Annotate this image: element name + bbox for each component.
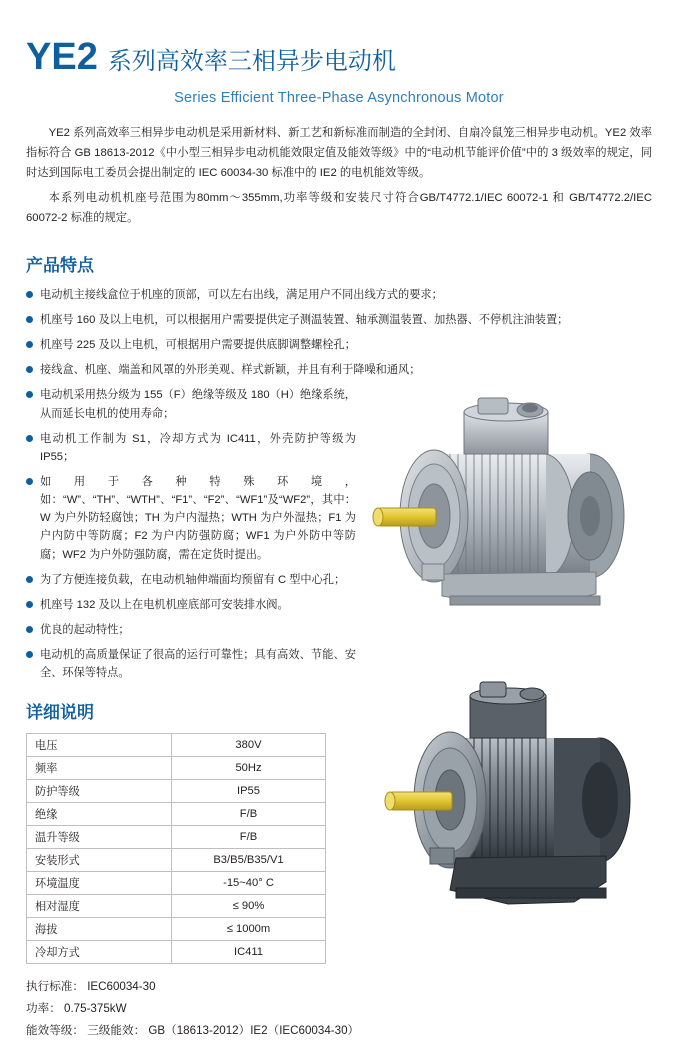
table-row bbox=[27, 895, 326, 918]
bullet-icon bbox=[26, 651, 33, 658]
table-row bbox=[27, 734, 326, 757]
list-item bbox=[26, 286, 666, 304]
list-item-label: 机座号 160 及以上电机，可以根据用户需要提供定子测温装置、轴承测温装置、加热器、不停机注油装置； bbox=[40, 313, 569, 326]
page-subtitle-en: Series Efficient Three-Phase Asynchronous Motor bbox=[174, 90, 504, 106]
bullet-icon bbox=[26, 478, 33, 485]
table-row bbox=[27, 849, 326, 872]
bullet-icon bbox=[26, 341, 33, 348]
list-item-label: 接线盒、机座、端盖和风罩的外形美观、样式新颖，并且有利于降噪和通风； bbox=[40, 364, 421, 377]
intro-section bbox=[26, 124, 652, 229]
specifications-table bbox=[26, 733, 326, 964]
table-row bbox=[27, 941, 326, 964]
page-subtitle-cn: 系列高效率三相异步电动机 bbox=[107, 48, 396, 75]
spec-value: ≤ 1000m bbox=[172, 918, 326, 941]
list-item bbox=[26, 311, 666, 329]
table-row bbox=[27, 918, 326, 941]
bullet-icon bbox=[26, 316, 33, 323]
list-item bbox=[26, 386, 356, 422]
bullet-icon bbox=[26, 291, 33, 298]
list-item bbox=[26, 646, 356, 682]
list-item bbox=[26, 571, 356, 589]
title-line bbox=[26, 38, 652, 76]
note-standard: 执行标准： IEC60034-30 bbox=[26, 980, 156, 994]
table-row bbox=[27, 872, 326, 895]
document-header bbox=[26, 0, 652, 106]
spec-value: F/B bbox=[172, 826, 326, 849]
list-item-label: 电动机的高质量保证了很高的运行可靠性；具有高效、节能、安全、环保等特点。 bbox=[40, 649, 356, 680]
list-item-label: 机座号 132 及以上在电机机座底部可安装排水阀。 bbox=[40, 598, 289, 611]
spec-key: 海拔 bbox=[27, 918, 172, 941]
bullet-icon bbox=[26, 391, 33, 398]
spec-value: 380V bbox=[172, 734, 326, 757]
spec-key: 相对湿度 bbox=[27, 895, 172, 918]
page-title: YE2 bbox=[26, 36, 98, 78]
spec-key: 冷却方式 bbox=[27, 941, 172, 964]
details-title: 详细说明 bbox=[26, 703, 94, 723]
bullet-icon bbox=[26, 576, 33, 583]
note-efficiency: 能效等级： 三级能效： GB（18613-2012）IE2（IEC60034-30） bbox=[26, 1024, 360, 1038]
spec-value: -15~40° C bbox=[172, 872, 326, 895]
motor-illustration-bottom bbox=[338, 660, 658, 935]
features-list bbox=[26, 286, 569, 683]
list-item-label: 如用于各种特殊环境，如：“W”、“TH”、“WTH”、“F1”、“F2”、“WF1”及“WF2”，其中：W 为户外防轻腐蚀；TH 为户内湿热；WTH 为户外湿热；F1 为户内防中等防腐；F2 为户内防强防腐；WF1 为户外防中等防腐；WF2 为户外防强防腐，需在定货时提出。 bbox=[40, 475, 356, 561]
motor-image-bottom bbox=[338, 660, 658, 935]
features-title: 产品特点 bbox=[26, 255, 94, 275]
spec-value: ≤ 90% bbox=[172, 895, 326, 918]
spec-value: 50Hz bbox=[172, 757, 326, 780]
spec-key: 温升等级 bbox=[27, 826, 172, 849]
list-item-label: 优良的起动特性； bbox=[40, 623, 130, 636]
motor-illustration-top bbox=[338, 368, 658, 648]
list-item-label: 电动机工作制为 S1，冷却方式为 IC411，外壳防护等级为 IP55； bbox=[40, 432, 356, 463]
list-item bbox=[26, 430, 356, 466]
spec-value: B3/B5/B35/V1 bbox=[172, 849, 326, 872]
footer-notes bbox=[26, 976, 652, 1042]
spec-key: 频率 bbox=[27, 757, 172, 780]
spec-key: 防护等级 bbox=[27, 780, 172, 803]
spec-key: 安装形式 bbox=[27, 849, 172, 872]
spec-key: 绝缘 bbox=[27, 803, 172, 826]
table-row bbox=[27, 757, 326, 780]
list-item bbox=[26, 336, 666, 354]
bullet-icon bbox=[26, 601, 33, 608]
note-power: 功率： 0.75-375kW bbox=[26, 1002, 127, 1016]
intro-paragraph: 本系列电动机机座号范围为80mm～355mm,功率等级和安装尺寸符合GB/T4772.1/IEC 60072-1 和 GB/T4772.2/IEC 60072-2 标准的规定。 bbox=[26, 192, 652, 225]
list-item bbox=[26, 621, 356, 639]
list-item bbox=[26, 596, 356, 614]
list-item-label: 机座号 225 及以上电机，可根据用户需要提供底脚调整螺栓孔； bbox=[40, 339, 356, 352]
bullet-icon bbox=[26, 626, 33, 633]
table-row bbox=[27, 780, 326, 803]
list-item-label: 电动机主接线盒位于机座的顶部，可以左右出线，满足用户不同出线方式的要求； bbox=[40, 288, 443, 301]
bullet-icon bbox=[26, 435, 33, 442]
spec-key: 电压 bbox=[27, 734, 172, 757]
table-row bbox=[27, 826, 326, 849]
list-item-label: 电动机采用热分级为 155（F）绝缘等级及 180（H）绝缘系统，从而延长电机的使用寿命； bbox=[40, 389, 356, 420]
list-item-label: 为了方便连接负载，在电动机轴伸端面均预留有 C 型中心孔； bbox=[40, 573, 346, 586]
spec-value: IP55 bbox=[172, 780, 326, 803]
list-item bbox=[26, 473, 356, 564]
spec-value: IC411 bbox=[172, 941, 326, 964]
spec-value: F/B bbox=[172, 803, 326, 826]
intro-paragraph: YE2 系列高效率三相异步电动机是采用新材料、新工艺和新标准而制造的全封闭、自扇冷鼠笼三相异步电动机。YE2 效率指标符合 GB 18613-2012《中小型三相异步电动机能效限定值及能效等级》中的“电动机节能评价值”中的 3 级效率的规定，同时达到国际电工委员会提出制定的 IEC 60034-30 标准中的 IE2 的电机能效等级。 bbox=[26, 127, 652, 179]
motor-image-top bbox=[338, 368, 658, 648]
spec-key: 环境温度 bbox=[27, 872, 172, 895]
table-row bbox=[27, 803, 326, 826]
bullet-icon bbox=[26, 366, 33, 373]
